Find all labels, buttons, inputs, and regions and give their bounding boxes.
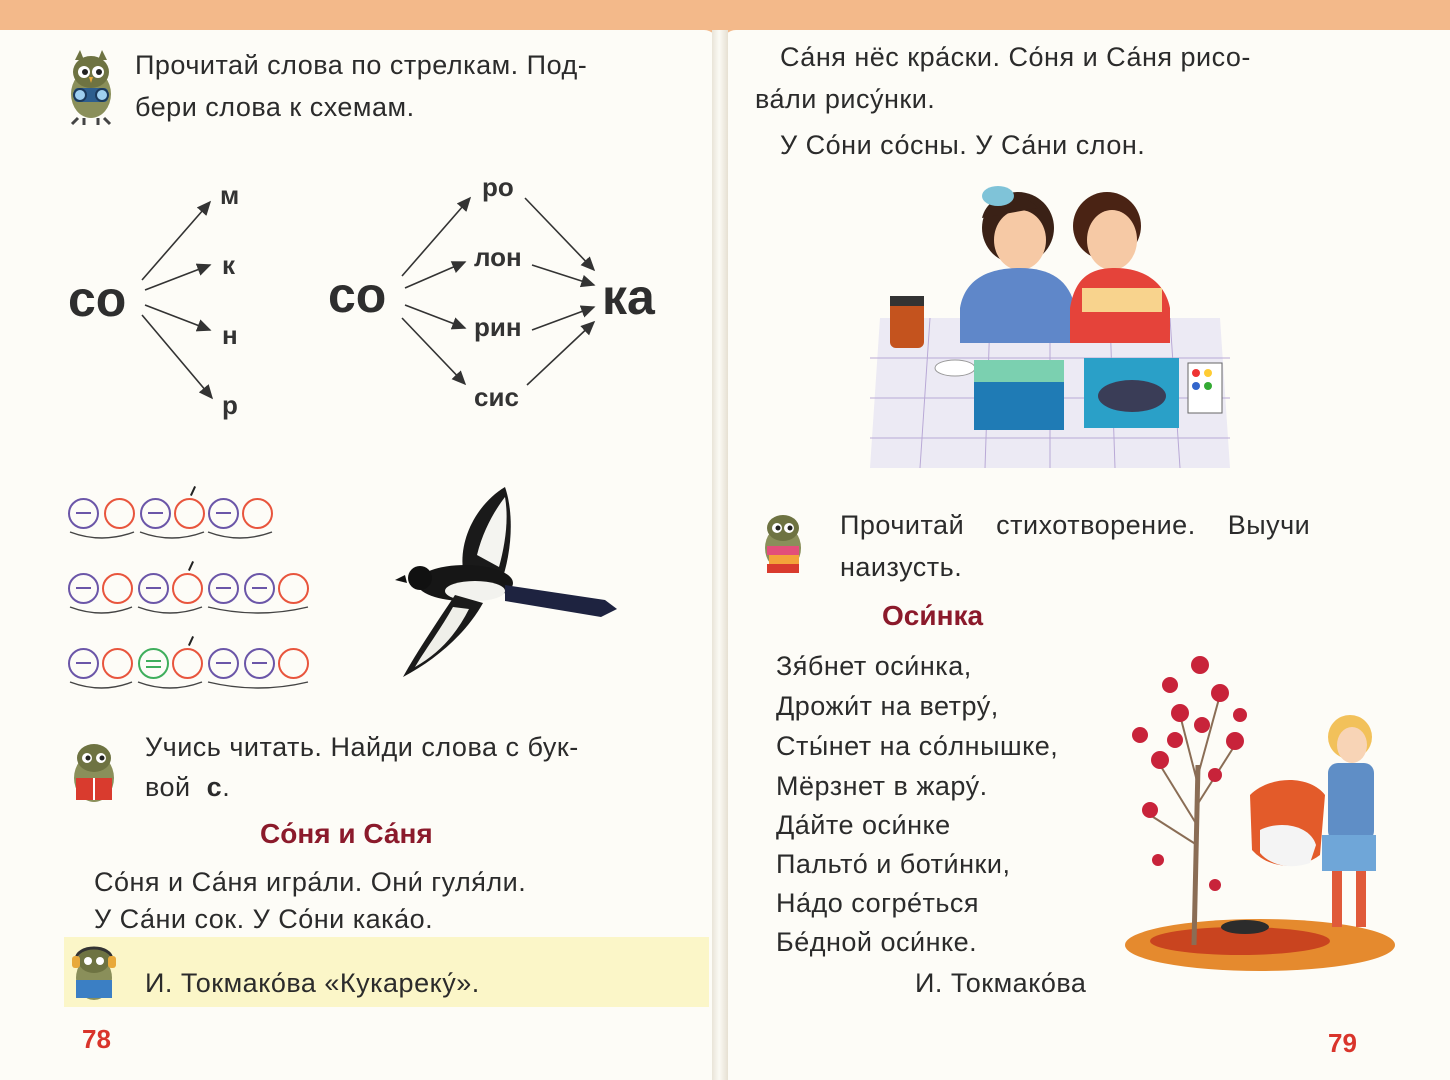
sound-scheme-1 — [68, 498, 288, 548]
scheme2-root: со — [328, 267, 387, 323]
owl-books-icon — [757, 510, 809, 576]
scheme1-ending: к — [222, 250, 236, 280]
book-gutter — [712, 30, 728, 1080]
scheme2-middle: рин — [474, 312, 522, 342]
story-line2: У Са́ни сок. У Со́ни кака́о. — [94, 904, 434, 934]
task2-period: . — [222, 772, 231, 802]
scheme2-middle: сис — [474, 382, 519, 412]
task2-line2 — [145, 766, 230, 808]
magpie-illustration — [395, 485, 625, 685]
task2-word: вой — [145, 772, 191, 802]
poem-task-line1: Прочитай стихотворение. Выучи — [840, 510, 1311, 540]
owl-headphones-icon — [66, 942, 122, 1004]
task2-line1: Учись читать. Найди слова с бук- — [145, 732, 579, 762]
task2-letter: с — [206, 772, 223, 802]
scheme2-middle: ро — [482, 172, 514, 202]
story-title: Со́ня и Са́ня — [260, 818, 433, 849]
poem-line: На́до согре́ться — [776, 888, 980, 918]
page-number-right: 79 — [1328, 1028, 1357, 1058]
right-text-line1: Са́ня нёс кра́ски. Со́ня и Са́ня рисо- — [780, 42, 1251, 72]
right-text-line3: У Со́ни со́сны. У Са́ни слон. — [780, 130, 1146, 160]
task1-line1: Прочитай слова по стрелкам. Под- — [135, 50, 588, 80]
sound-scheme-3 — [68, 648, 318, 698]
poem-line: Бе́дной оси́нке. — [776, 927, 978, 957]
reading-recommendation: И. Токмако́ва «Кукареку́». — [145, 968, 480, 998]
scheme1-root: со — [68, 271, 127, 327]
owl-reading-icon — [64, 738, 124, 808]
scheme2-suffix: ка — [602, 269, 655, 325]
children-painting-illustration — [870, 168, 1230, 468]
scheme2-middle: лон — [474, 242, 522, 272]
scheme1-ending: р — [222, 390, 238, 420]
story-line1: Со́ня и Са́ня игра́ли. Они́ гуля́ли. — [94, 867, 527, 897]
poem-line: Дрожи́т на ветру́, — [776, 691, 999, 721]
poem-line: Зя́бнет оси́нка, — [776, 651, 972, 681]
poem-line: Сты́нет на со́лнышке, — [776, 731, 1059, 761]
poem-line: Мёрзнет в жару́. — [776, 771, 988, 801]
task1-line2: бери слова к схемам. — [135, 92, 415, 122]
page-number-left: 78 — [82, 1024, 111, 1054]
poem-line: Пальто́ и боти́нки, — [776, 849, 1011, 879]
poem-author: И. Токмако́ва — [915, 968, 1087, 998]
sound-scheme-2 — [68, 573, 318, 623]
poem-title: Оси́нка — [882, 600, 984, 631]
right-text-line2: ва́ли рису́нки. — [755, 84, 936, 114]
poem-line: Да́йте оси́нке — [776, 810, 951, 840]
poem-task-line2: наизусть. — [840, 552, 963, 582]
scheme1-ending: н — [222, 320, 238, 350]
scheme-arrows — [0, 0, 700, 440]
aspen-girl-illustration — [1120, 645, 1400, 975]
scheme1-ending: м — [220, 180, 240, 210]
